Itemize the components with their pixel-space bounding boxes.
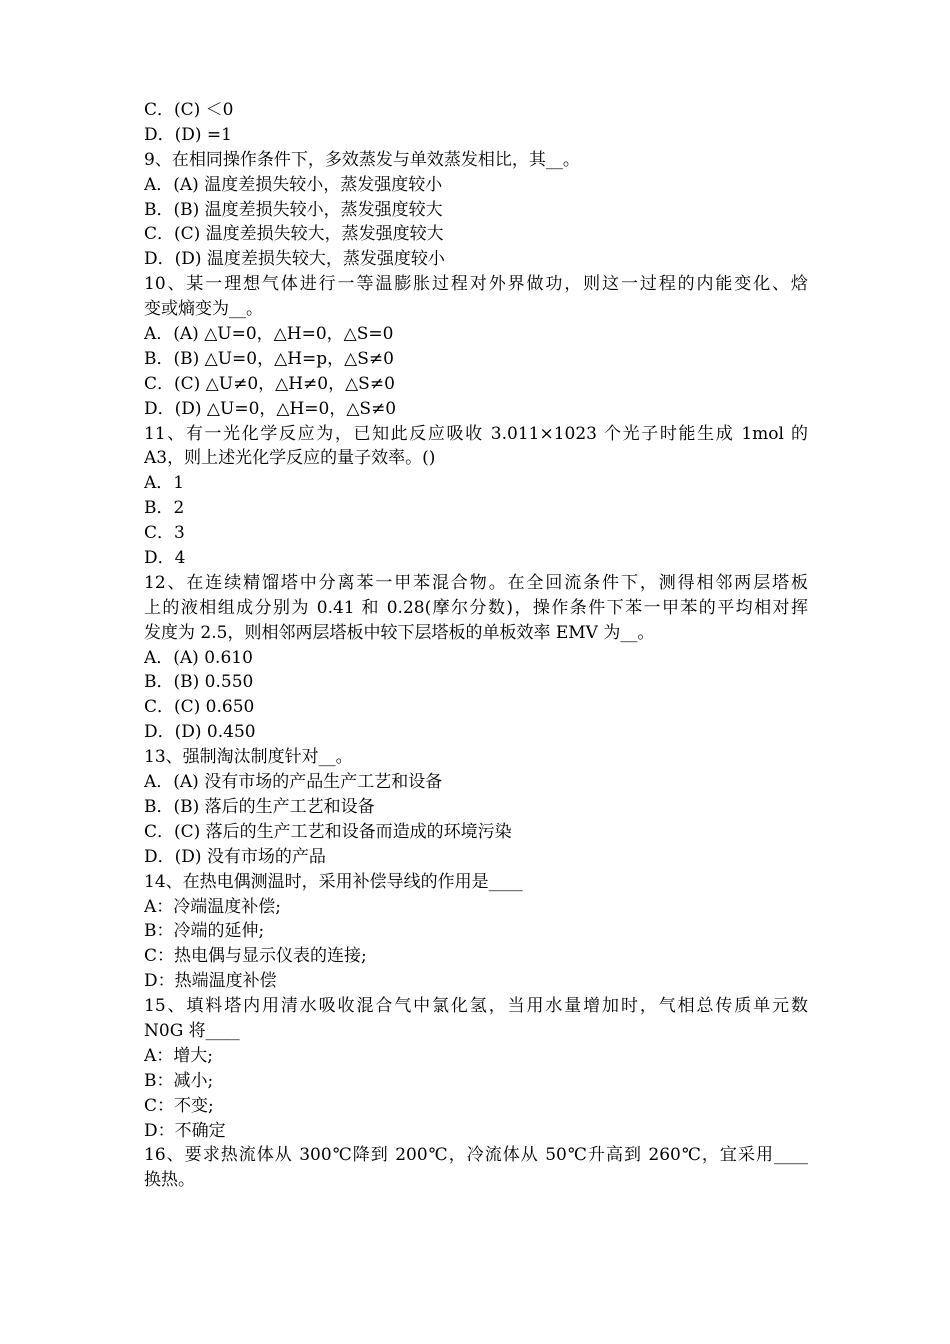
- text-line: C．(C) 0.650: [144, 697, 255, 718]
- text-line: B：冷端的延伸;: [144, 921, 265, 942]
- text-line: C．(C) 温度差损失较大，蒸发强度较大: [144, 224, 444, 245]
- text-line: 10、某一理想气体进行一等温膨胀过程对外界做功，则这一过程的内能变化、焓: [144, 274, 808, 295]
- text-line: 15、填料塔内用清水吸收混合气中氯化氢，当用水量增加时，气相总传质单元数: [144, 996, 808, 1017]
- text-line: D．(D) △U=0，△H=0，△S≠0: [144, 398, 397, 419]
- text-line: A．(A) 没有市场的产品生产工艺和设备: [144, 772, 443, 793]
- text-line: A．(A) 0.610: [144, 647, 253, 668]
- text-line: 发度为 2.5，则相邻两层塔板中较下层塔板的单板效率 EMV 为__。: [144, 622, 655, 643]
- text-line: C．(C) ＜0: [144, 100, 234, 120]
- text-line: B．(B) 温度差损失较小，蒸发强度较大: [144, 199, 443, 220]
- text-line: D：不确定: [144, 1120, 226, 1141]
- text-line: A．(A) △U=0，△H=0，△S=0: [144, 324, 394, 345]
- text-line: A3，则上述光化学反应的量子效率。(): [144, 448, 436, 469]
- text-line: N0G 将____: [144, 1020, 240, 1041]
- text-line: C．(C) △U≠0，△H≠0，△S≠0: [144, 373, 395, 394]
- text-line: C：不变;: [144, 1095, 214, 1116]
- text-line: D．(D) 没有市场的产品: [144, 846, 326, 867]
- text-line: 12、在连续精馏塔中分离苯一甲苯混合物。在全回流条件下，测得相邻两层塔板: [144, 572, 808, 593]
- text-line: B：减小;: [144, 1070, 214, 1091]
- text-line: B．2: [144, 498, 185, 519]
- text-line: 14、在热电偶测温时，采用补偿导线的作用是____: [144, 871, 523, 892]
- text-line: 换热。: [144, 1170, 195, 1191]
- text-line: C．(C) 落后的生产工艺和设备而造成的环境污染: [144, 821, 512, 842]
- text-line: A．(A) 温度差损失较小，蒸发强度较小: [144, 174, 443, 195]
- text-line: 9、在相同操作条件下，多效蒸发与单效蒸发相比，其__。: [144, 149, 580, 170]
- text-line: D：热端温度补偿: [144, 971, 277, 992]
- document-page: [144, 98, 808, 1193]
- text-line: A：增大;: [144, 1045, 214, 1066]
- text-line: 16、要求热流体从 300℃降到 200℃，冷流体从 50℃升高到 260℃，宜采用____: [144, 1145, 808, 1166]
- text-line: 13、强制淘汰制度针对__。: [144, 747, 353, 768]
- text-line: 变或熵变为__。: [144, 299, 263, 320]
- text-line: A．1: [144, 473, 185, 494]
- text-line: 11、有一光化学反应为，已知此反应吸收 3.011×1023 个光子时能生成 1mol 的: [144, 423, 808, 444]
- text-line: D．(D) =1: [144, 124, 232, 145]
- text-line: A：冷端温度补偿;: [144, 896, 282, 917]
- text-line: D．(D) 温度差损失较大，蒸发强度较小: [144, 249, 445, 270]
- text-line: B．(B) △U=0，△H=p，△S≠0: [144, 348, 394, 369]
- text-line: D．(D) 0.450: [144, 722, 256, 743]
- text-line: D．4: [144, 548, 186, 569]
- text-line: B．(B) 落后的生产工艺和设备: [144, 796, 375, 817]
- text-line: B．(B) 0.550: [144, 672, 254, 693]
- text-line: C：热电偶与显示仪表的连接;: [144, 946, 367, 967]
- text-line: C．3: [144, 523, 185, 544]
- text-line: 上的液相组成分别为 0.41 和 0.28(摩尔分数)，操作条件下苯一甲苯的平均相对挥: [144, 597, 808, 618]
